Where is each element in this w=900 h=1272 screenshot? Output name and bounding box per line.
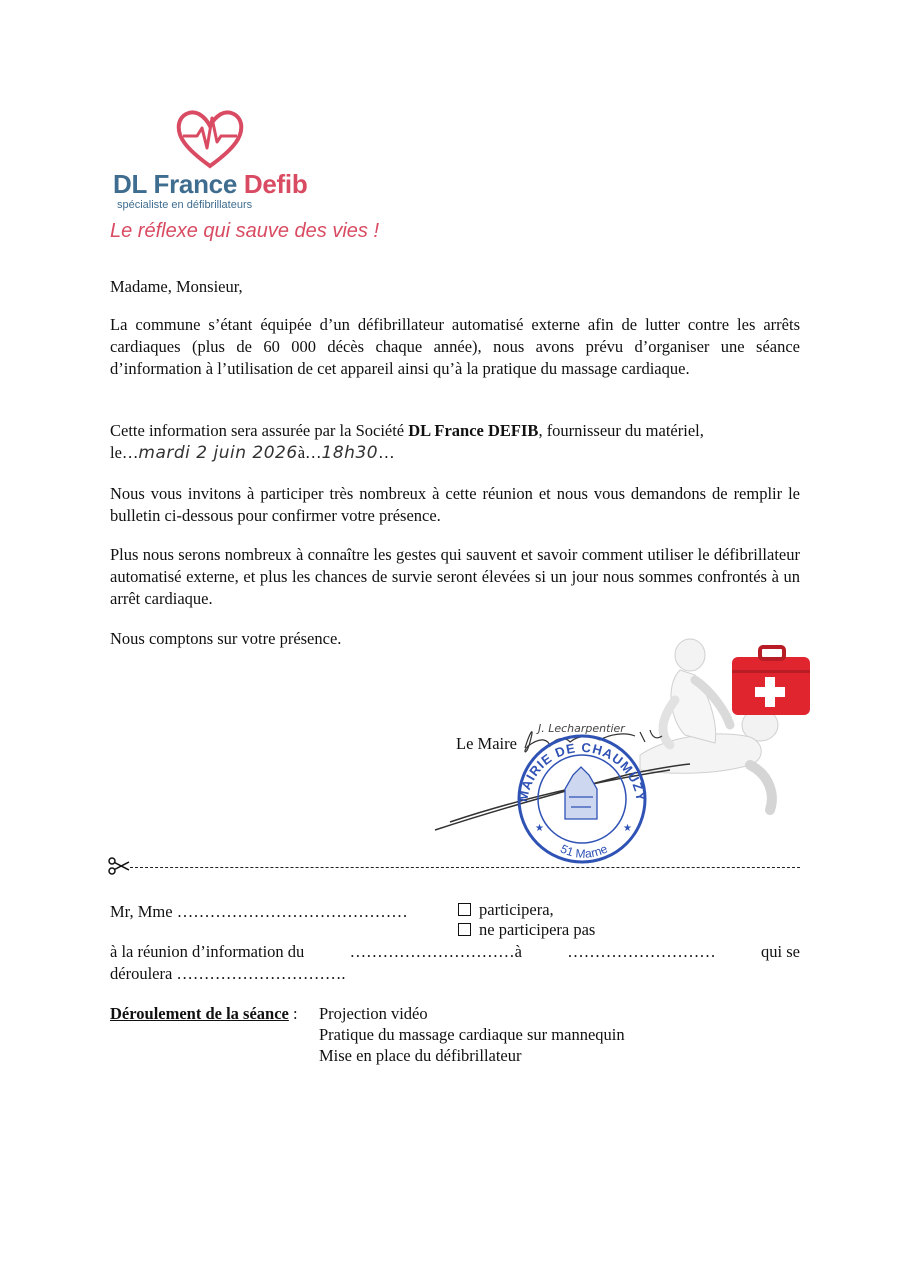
program-item-3: Mise en place du défibrillateur [319,1046,522,1065]
date-prefix: le [110,443,122,462]
brand-slogan: Le réflexe qui sauve des vies ! [110,220,380,242]
signature-handwriting: J. Lecharpentier [538,722,625,735]
heart-pulse-icon [175,108,245,170]
provider-company: DL France DEFIB [408,421,539,440]
handwritten-date: mardi 2 juin 2026 [138,443,298,463]
program-section [110,1003,298,1025]
svg-text:★: ★ [623,823,632,834]
meeting-date-line: le…mardi 2 juin 2026à…18h30… [110,443,395,463]
program-item-1: Projection vidéo [319,1004,428,1023]
participate-label: participera, [479,900,554,919]
paragraph-provider [110,420,800,442]
brand-name [113,169,307,200]
option-not-participate[interactable] [458,919,595,941]
not-participate-label: ne participera pas [479,920,596,939]
location-row [110,963,346,985]
option-participate[interactable] [458,899,554,921]
town-hall-stamp [505,727,660,867]
brand-name-part2: Defib [243,169,308,199]
signatory-label: Le Maire [456,734,517,753]
location-dots[interactable]: …………………………. [176,964,346,983]
not-participate-checkbox[interactable] [458,923,471,936]
stamp-text-bottom: 51 Marne [558,841,610,861]
cut-line [130,867,800,868]
meeting-label-b: à [514,942,522,961]
meeting-label-c: qui se [761,942,800,961]
meeting-time-dots[interactable]: ……………………… [567,942,716,961]
name-input-dots[interactable]: …………………………………… [176,902,408,921]
provider-text-pre: Cette information sera assurée par la Société [110,421,409,440]
salutation: Madame, Monsieur, [110,277,243,296]
participate-checkbox[interactable] [458,903,471,916]
meeting-date-dots[interactable]: ………………………… [349,942,515,961]
handwritten-time: 18h30 [321,443,379,463]
brand-name-part1: DL France [113,169,244,199]
meeting-info-row [110,941,800,963]
paragraph-survival: Plus nous serons nombreux à connaître les gestes qui sauvent et savoir comment utiliser le défibrillateur automatisé externe, et plus les chances de survie seront élevées si un jour nous sommes confrontés à un arrêt cardiaque. [110,545,800,608]
paragraph-intro: La commune s’étant équipée d’un défibrillateur automatisé externe afin de lutter contre les arrêts cardiaques (plus de 60 000 décès chaque année), nous avons prévu d’organiser une séance d’information à l’utilisation de cet appareil ainsi qu’à la pratique du massage cardiaque. [110,315,800,378]
paragraph-invitation: Nous vous invitons à participer très nombreux à cette réunion et nous vous demandons de remplir le bulletin ci-dessous pour confirmer votre présence. [110,484,800,525]
meeting-label-a: à la réunion d’information du [110,942,305,961]
provider-text-post: , fournisseur du matériel, [538,421,704,440]
program-item-2: Pratique du massage cardiaque sur mannequin [319,1025,625,1044]
name-label: Mr, Mme [110,902,173,921]
date-mid: à [297,443,306,462]
program-title: Déroulement de la séance [110,1004,289,1023]
closing: Nous comptons sur votre présence. [110,629,342,648]
stamp-text-top: MAIRIE DE CHAUMUZY [515,739,649,803]
program-sep: : [288,1004,298,1023]
svg-text:★: ★ [535,823,544,834]
brand-tagline: spécialiste en défibrillateurs [117,199,253,211]
location-label: déroulera [110,964,173,983]
scissors-icon [108,857,130,875]
name-field-row [110,901,408,923]
